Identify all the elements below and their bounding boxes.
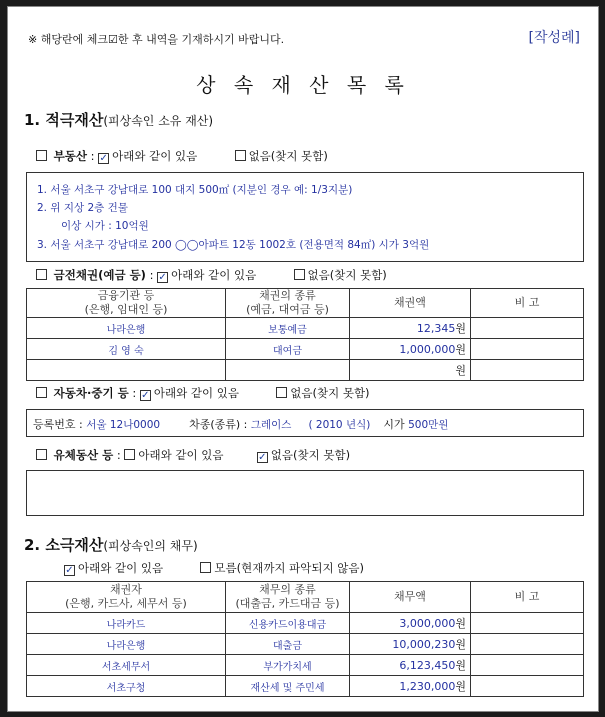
finance-note — [471, 318, 584, 339]
finance-who: 나라은행 — [27, 318, 226, 339]
section-title: 2. 소극재산 — [24, 536, 104, 554]
debt-kind: 신용카드이용대금 — [226, 613, 350, 634]
table-row — [27, 613, 584, 634]
debt-header-who — [27, 582, 226, 613]
car-year: ( 2010 년식) — [308, 419, 371, 431]
realestate-line: 이상 시가 : 10억원 — [61, 220, 149, 232]
car-no-checkbox[interactable] — [276, 387, 287, 398]
finance-note — [471, 339, 584, 360]
debt-kind: 대출금 — [226, 634, 350, 655]
amount-value: 12,345 — [416, 322, 456, 335]
car-label: 자동차·중기 등 — [53, 386, 129, 400]
car-reg-label: 등록번호 : — [33, 418, 83, 431]
finance-row: 금전채권(예금 등) : ✓ 아래와 같이 있음 없음(찾지 못함) — [36, 267, 387, 283]
document-page — [7, 6, 599, 712]
finance-amount — [350, 339, 471, 360]
header-text: 채무의 종류 (대출금, 카드대금 등) — [235, 583, 340, 610]
instruction-note: ※ 해당란에 체크☑한 후 내역을 기재하시기 바랍니다. — [28, 33, 285, 46]
finance-kind: 보통예금 — [226, 318, 350, 339]
table-row — [27, 655, 584, 676]
car-reg-value: 서울 12나0000 — [86, 419, 161, 431]
table-row — [27, 676, 584, 697]
car-price-value: 500만원 — [408, 419, 449, 431]
debt-header-note: 비 고 — [471, 582, 584, 613]
section-subtitle: (피상속인 소유 재산) — [103, 114, 214, 128]
finance-amount — [350, 318, 471, 339]
car-type-value: 그레이스 — [250, 419, 292, 431]
debt-who: 서초구청 — [27, 676, 226, 697]
movables-label: 유체동산 등 — [53, 448, 114, 462]
realestate-yes-label: 아래와 같이 있음 — [112, 149, 198, 163]
finance-yes-checkbox[interactable]: ✓ — [158, 272, 167, 283]
finance-header-kind — [226, 289, 350, 318]
realestate-line: 3. 서울 서초구 강남대로 200 ◯◯아파트 12동 1002호 (전용면적 84㎡) 시가 3억원 — [37, 239, 430, 251]
debt-yes-label: 아래와 같이 있음 — [78, 561, 164, 575]
debt-table — [26, 581, 584, 697]
bullet-box-icon — [36, 269, 47, 280]
finance-header-who — [27, 289, 226, 318]
sample-tag: [작성례] — [528, 30, 580, 46]
header-text: 채권의 종류 (예금, 대여금 등) — [246, 289, 329, 316]
finance-yes-label: 아래와 같이 있음 — [171, 268, 257, 282]
finance-header-amount: 채권액 — [350, 289, 471, 318]
finance-who — [27, 360, 226, 381]
bullet-box-icon — [36, 387, 47, 398]
realestate-line: 1. 서울 서초구 강남대로 100 대지 500㎡ (지분인 경우 예: 1/3지분) — [37, 184, 353, 196]
finance-amount — [350, 360, 471, 381]
car-yes-checkbox[interactable]: ✓ — [141, 390, 150, 401]
movables-yes-label: 아래와 같이 있음 — [138, 448, 224, 462]
section-subtitle: (피상속인의 채무) — [103, 539, 198, 553]
debt-amount — [350, 613, 471, 634]
debt-kind: 재산세 및 주민세 — [226, 676, 350, 697]
realestate-no-checkbox[interactable] — [235, 150, 246, 161]
finance-who: 김 영 숙 — [27, 339, 226, 360]
table-row — [27, 360, 584, 381]
realestate-no-label: 없음(찾지 못함) — [248, 149, 328, 163]
debt-who: 나라카드 — [27, 613, 226, 634]
debt-amount — [350, 655, 471, 676]
debt-no-checkbox[interactable] — [200, 562, 211, 573]
bullet-box-icon — [36, 449, 47, 460]
header-text: 채권자 (은행, 카드사, 세무서 등) — [65, 583, 187, 610]
header-text: 금융기관 등 (은행, 임대인 등) — [84, 289, 168, 316]
amount-value: 10,000,230 — [392, 638, 456, 651]
debt-header-amount: 채무액 — [350, 582, 471, 613]
movables-detail-box — [26, 470, 584, 516]
table-row — [27, 318, 584, 339]
amount-value: 1,000,000 — [399, 343, 456, 356]
page-title: 상 속 재 산 목 록 — [196, 73, 410, 97]
movables-yes-checkbox[interactable] — [124, 449, 135, 460]
debt-no-label: 모름(현재까지 파악되지 않음) — [214, 561, 364, 575]
unit: 원 — [455, 638, 466, 651]
car-detail-box — [26, 409, 584, 437]
finance-kind: 대여금 — [226, 339, 350, 360]
unit: 원 — [455, 617, 466, 630]
car-type-label: 차종(종류) : — [189, 418, 248, 431]
debt-note — [471, 676, 584, 697]
debt-row — [64, 560, 364, 576]
realestate-yes-checkbox[interactable]: ✓ — [99, 153, 108, 164]
debt-kind: 부가가치세 — [226, 655, 350, 676]
debt-header-kind — [226, 582, 350, 613]
section-negative-assets — [24, 534, 198, 555]
amount-value: 6,123,450 — [399, 659, 456, 672]
debt-note — [471, 613, 584, 634]
movables-row: 유체동산 등 : 아래와 같이 있음 ✓ 없음(찾지 못함) — [36, 447, 350, 463]
debt-who: 나라은행 — [27, 634, 226, 655]
table-row — [27, 634, 584, 655]
section-positive-assets — [24, 109, 213, 130]
car-row: 자동차·중기 등 : ✓ 아래와 같이 있음 없음(찾지 못함) — [36, 385, 370, 401]
realestate-row: 부동산 : ✓ 아래와 같이 있음 없음(찾지 못함) — [36, 148, 328, 164]
unit: 원 — [455, 364, 466, 377]
car-yes-label: 아래와 같이 있음 — [153, 386, 239, 400]
unit: 원 — [455, 322, 466, 335]
movables-no-checkbox[interactable]: ✓ — [258, 452, 267, 463]
debt-note — [471, 634, 584, 655]
amount-value: 3,000,000 — [399, 617, 456, 630]
debt-amount — [350, 676, 471, 697]
debt-yes-checkbox[interactable]: ✓ — [65, 565, 74, 576]
debt-note — [471, 655, 584, 676]
car-price-label: 시가 — [383, 418, 405, 431]
finance-header-note: 비 고 — [471, 289, 584, 318]
car-details — [33, 416, 448, 432]
debt-amount — [350, 634, 471, 655]
table-row — [27, 339, 584, 360]
unit: 원 — [455, 680, 466, 693]
finance-table — [26, 288, 584, 381]
realestate-detail-box — [26, 172, 584, 262]
unit: 원 — [455, 343, 466, 356]
finance-kind — [226, 360, 350, 381]
amount-value: 1,230,000 — [399, 680, 456, 693]
unit: 원 — [455, 659, 466, 672]
movables-no-label: 없음(찾지 못함) — [270, 448, 351, 462]
finance-note — [471, 360, 584, 381]
realestate-label: 부동산 — [53, 149, 87, 163]
finance-label: 금전채권(예금 등) — [53, 268, 146, 282]
section-title: 1. 적극재산 — [24, 111, 104, 129]
bullet-box-icon — [36, 150, 47, 161]
finance-no-checkbox[interactable] — [294, 269, 305, 280]
finance-no-label: 없음(찾지 못함) — [307, 268, 387, 282]
debt-who: 서초세무서 — [27, 655, 226, 676]
realestate-line: 2. 위 지상 2층 건물 — [37, 202, 128, 214]
car-no-label: 없음(찾지 못함) — [290, 386, 370, 400]
